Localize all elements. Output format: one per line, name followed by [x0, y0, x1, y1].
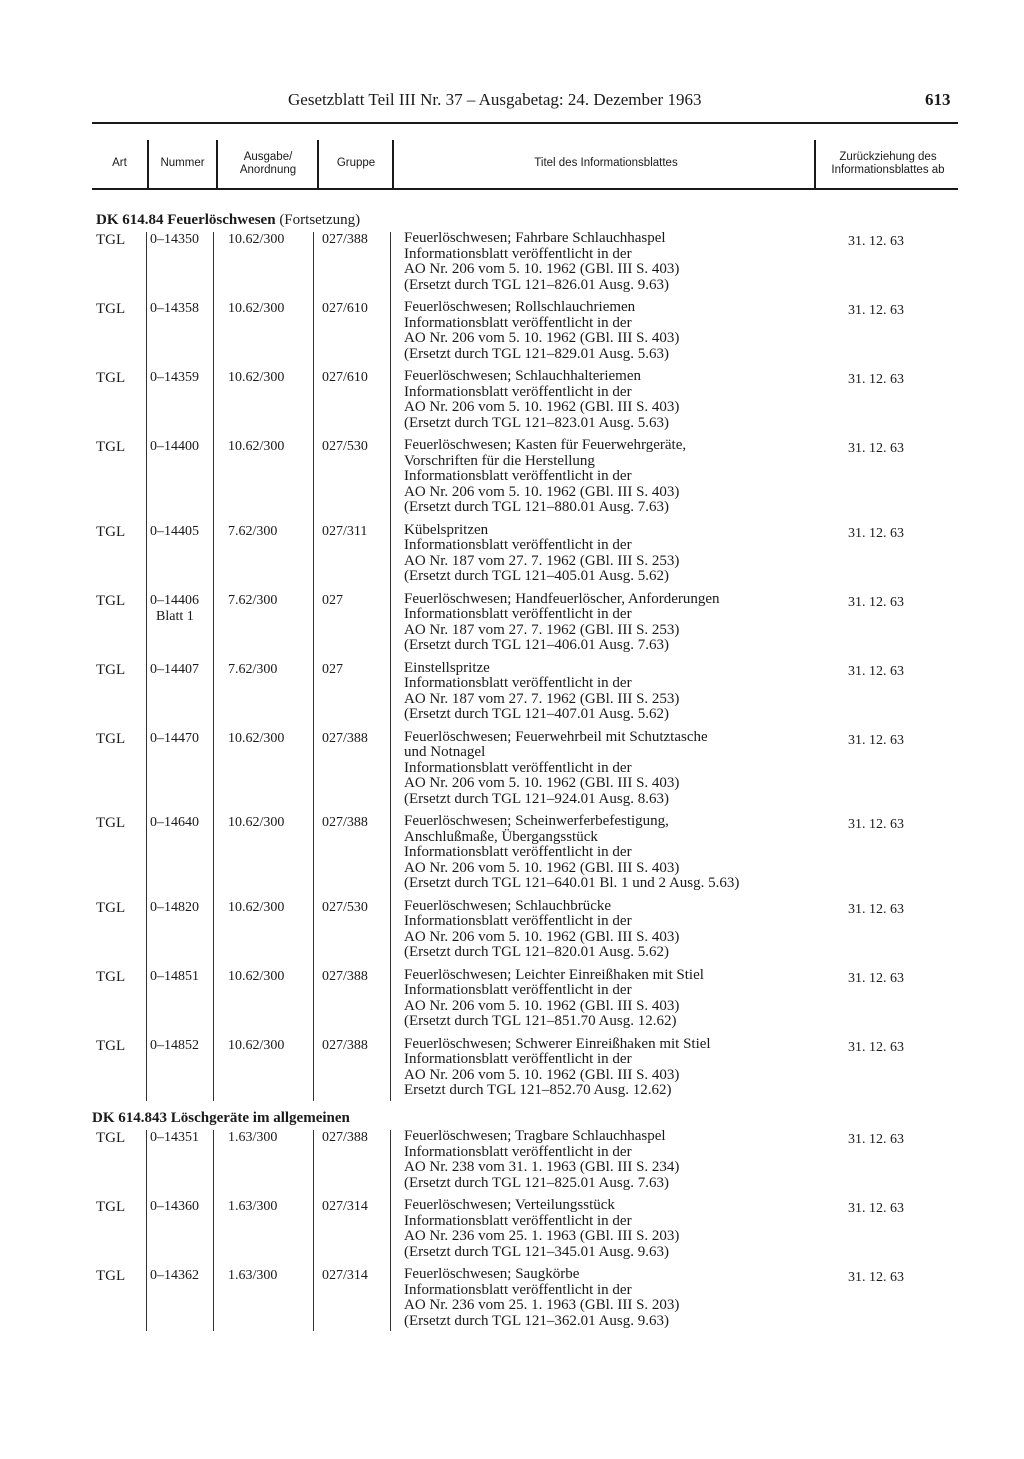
title-line: AO Nr. 206 vom 5. 10. 1962 (GBl. III S. 403) [404, 330, 680, 346]
column-separator [213, 232, 214, 1101]
title-cell [404, 369, 679, 431]
gruppe-cell: 027/388 [322, 815, 368, 830]
ausgabe-cell: 10.62/300 [228, 899, 285, 915]
title-line: Einstellspritze [404, 659, 490, 676]
table-header-rule [92, 188, 958, 190]
nummer-value: 0–14406 [150, 592, 199, 608]
gruppe-cell: 027/388 [322, 1037, 368, 1053]
ausgabe-cell: 1.63/300 [228, 1268, 278, 1283]
column-separator [146, 232, 147, 1101]
gruppe-cell: 027/388 [322, 1130, 368, 1145]
title-line: und Notnagel [404, 744, 486, 760]
title-cell [404, 300, 679, 362]
nummer-cell [150, 1038, 199, 1054]
art-cell: TGL [96, 1199, 126, 1215]
art-cell: TGL [96, 523, 126, 540]
col-gruppe-header: Gruppe [336, 157, 376, 170]
nummer-cell [150, 815, 199, 831]
title-line: Informationsblatt veröffentlicht in der [404, 245, 632, 262]
title-line: AO Nr. 206 vom 5. 10. 1962 (GBl. III S. 403) [404, 775, 680, 791]
col-ausgabe-header: Ausgabe/ Anordnung [239, 150, 297, 176]
gruppe-cell: 027/530 [322, 899, 368, 915]
nummer-cell [150, 731, 199, 747]
withdrawal-date: 31. 12. 63 [848, 1201, 904, 1216]
title-line: Informationsblatt veröffentlicht in der [404, 606, 632, 622]
title-line: Informationsblatt veröffentlicht in der [404, 537, 632, 553]
title-line: (Ersetzt durch TGL 121–826.01 Ausg. 9.63) [404, 276, 669, 293]
title-line: Feuerlöschwesen; Kasten für Feuerwehrgeräte, [404, 437, 687, 453]
header-separator [814, 140, 816, 188]
title-line: Feuerlöschwesen; Rollschlauchriemen [404, 299, 636, 315]
column-separator [313, 1130, 314, 1331]
title-cell [404, 231, 679, 293]
header-separator [392, 140, 394, 188]
nummer-sheet: Blatt 1 [156, 608, 194, 624]
title-cell [404, 968, 704, 1030]
gruppe-cell: 027/388 [322, 730, 368, 746]
title-line: AO Nr. 206 vom 5. 10. 1962 (GBl. III S. 403) [404, 997, 680, 1014]
title-line: Informationsblatt veröffentlicht in der [404, 675, 632, 691]
nummer-value: 0–14407 [150, 661, 199, 677]
art-cell: TGL [96, 1037, 126, 1054]
art-cell: TGL [96, 439, 126, 455]
title-cell [404, 592, 720, 654]
art-cell: TGL [96, 661, 126, 678]
withdrawal-date: 31. 12. 63 [848, 441, 904, 456]
section-title-main: DK 614.843 Löschgeräte im allgemeinen [92, 1110, 350, 1126]
ausgabe-cell: 7.62/300 [228, 523, 278, 539]
title-cell [404, 814, 739, 892]
withdrawal-date: 31. 12. 63 [848, 901, 904, 917]
gruppe-cell: 027/610 [322, 301, 368, 316]
title-line: Vorschriften für die Herstellung [404, 452, 595, 469]
ausgabe-cell: 10.62/300 [228, 815, 285, 830]
nummer-cell [150, 662, 199, 678]
title-line: Informationsblatt veröffentlicht in der [404, 1143, 632, 1160]
nummer-value: 0–14359 [150, 370, 199, 385]
title-line: Informationsblatt veröffentlicht in der [404, 1212, 632, 1229]
title-line: Informationsblatt veröffentlicht in der [404, 314, 632, 331]
table-row [0, 897, 1024, 962]
table-row [0, 590, 1024, 655]
table-row [0, 1035, 1024, 1100]
withdrawal-date: 31. 12. 63 [848, 303, 904, 318]
table-row [0, 659, 1024, 724]
title-line: (Ersetzt durch TGL 121–851.70 Ausg. 12.62) [404, 1013, 677, 1029]
withdrawal-date: 31. 12. 63 [848, 732, 904, 748]
title-line: Informationsblatt veröffentlicht in der [404, 383, 632, 400]
title-line: Feuerlöschwesen; Scheinwerferbefestigung, [404, 813, 669, 829]
title-line: Informationsblatt veröffentlicht in der [404, 759, 632, 776]
title-line: Informationsblatt veröffentlicht in der [404, 982, 632, 998]
art-cell: TGL [96, 968, 126, 985]
title-line: (Ersetzt durch TGL 121–825.01 Ausg. 7.63) [404, 1174, 669, 1191]
col-nummer-header: Nummer [160, 157, 205, 170]
col-art-header: Art [112, 157, 127, 170]
nummer-cell [150, 1268, 199, 1284]
title-line: Feuerlöschwesen; Schwerer Einreißhaken mit Stiel [404, 1035, 711, 1052]
ausgabe-cell: 10.62/300 [228, 1037, 285, 1053]
title-line: AO Nr. 206 vom 5. 10. 1962 (GBl. III S. 403) [404, 261, 680, 277]
header-separator [317, 140, 319, 188]
title-line: (Ersetzt durch TGL 121–640.01 Bl. 1 und 2 Ausg. 5.63) [404, 875, 740, 891]
title-line: (Ersetzt durch TGL 121–362.01 Ausg. 9.63) [404, 1312, 669, 1329]
nummer-value: 0–14640 [150, 815, 199, 830]
gruppe-cell: 027/388 [322, 232, 368, 247]
title-cell [404, 438, 686, 516]
gruppe-cell: 027/314 [322, 1268, 368, 1283]
page-header [0, 90, 1024, 116]
title-cell [404, 661, 679, 723]
title-line: (Ersetzt durch TGL 121–405.01 Ausg. 5.62) [404, 568, 669, 584]
title-cell [404, 1198, 679, 1260]
title-line: Informationsblatt veröffentlicht in der [404, 1051, 632, 1067]
ausgabe-cell: 1.63/300 [228, 1199, 278, 1214]
title-line: Informationsblatt veröffentlicht in der [404, 1281, 632, 1298]
table-header [92, 140, 958, 190]
title-line: Feuerlöschwesen; Fahrbare Schlauchhaspel [404, 230, 666, 246]
title-line: Informationsblatt veröffentlicht in der [404, 913, 632, 929]
title-line: (Ersetzt durch TGL 121–823.01 Ausg. 5.63) [404, 414, 669, 431]
page-number: 613 [925, 90, 951, 109]
withdrawal-date: 31. 12. 63 [848, 234, 904, 249]
title-cell [404, 1129, 679, 1191]
gruppe-cell: 027/610 [322, 370, 368, 385]
ausgabe-cell: 10.62/300 [228, 968, 285, 984]
title-line: AO Nr. 206 vom 5. 10. 1962 (GBl. III S. 403) [404, 399, 680, 415]
nummer-value: 0–14470 [150, 730, 199, 746]
nummer-cell [150, 1130, 199, 1146]
nummer-cell [150, 593, 199, 625]
title-cell [404, 1037, 711, 1099]
title-line: (Ersetzt durch TGL 121–829.01 Ausg. 5.63) [404, 345, 669, 362]
title-line: (Ersetzt durch TGL 121–924.01 Ausg. 8.63) [404, 790, 669, 807]
nummer-value: 0–14852 [150, 1037, 199, 1053]
section-title-suffix: (Fortsetzung) [279, 212, 361, 228]
withdrawal-date: 31. 12. 63 [848, 817, 904, 832]
gruppe-cell: 027 [322, 592, 343, 608]
title-line: AO Nr. 238 vom 31. 1. 1963 (GBl. III S. 234) [404, 1159, 680, 1175]
title-cell [404, 1267, 679, 1329]
title-line: Feuerlöschwesen; Schlauchbrücke [404, 897, 612, 914]
withdrawal-date: 31. 12. 63 [848, 594, 904, 610]
nummer-cell [150, 524, 199, 540]
nummer-value: 0–14360 [150, 1199, 199, 1214]
art-cell: TGL [96, 1130, 126, 1146]
section-title [92, 1110, 350, 1127]
nummer-value: 0–14350 [150, 232, 199, 247]
title-line: AO Nr. 187 vom 27. 7. 1962 (GBl. III S. 253) [404, 552, 680, 569]
title-line: Feuerlöschwesen; Feuerwehrbeil mit Schutztasche [404, 728, 708, 745]
art-cell: TGL [96, 592, 126, 609]
withdrawal-date: 31. 12. 63 [848, 663, 904, 679]
nummer-value: 0–14405 [150, 523, 199, 539]
title-line: AO Nr. 236 vom 25. 1. 1963 (GBl. III S. 203) [404, 1228, 680, 1244]
table-row [0, 728, 1024, 809]
nummer-value: 0–14400 [150, 439, 199, 454]
withdrawal-date: 31. 12. 63 [848, 525, 904, 541]
column-separator [313, 232, 314, 1101]
title-line: Feuerlöschwesen; Schlauchhalteriemen [404, 368, 641, 384]
withdrawal-date: 31. 12. 63 [848, 1039, 904, 1055]
art-cell: TGL [96, 730, 126, 747]
nummer-cell [150, 900, 199, 916]
section-title [96, 212, 360, 229]
withdrawal-date: 31. 12. 63 [848, 970, 904, 986]
art-cell: TGL [96, 301, 126, 317]
column-separator [390, 232, 391, 1101]
art-cell: TGL [96, 815, 126, 831]
ausgabe-cell: 7.62/300 [228, 661, 278, 677]
title-cell [404, 899, 679, 961]
title-cell [404, 730, 708, 808]
header-separator [216, 140, 218, 188]
title-line: AO Nr. 206 vom 5. 10. 1962 (GBl. III S. 403) [404, 928, 680, 945]
gruppe-cell: 027/530 [322, 439, 368, 454]
table-row [0, 521, 1024, 586]
gruppe-cell: 027/311 [322, 523, 368, 539]
title-line: Feuerlöschwesen; Saugkörbe [404, 1266, 580, 1282]
nummer-cell [150, 439, 199, 455]
nummer-value: 0–14358 [150, 301, 199, 316]
column-separator [390, 1130, 391, 1331]
column-separator [213, 1130, 214, 1331]
nummer-value: 0–14351 [150, 1130, 199, 1145]
ausgabe-cell: 10.62/300 [228, 301, 285, 316]
nummer-cell [150, 301, 199, 317]
title-line: AO Nr. 187 vom 27. 7. 1962 (GBl. III S. 253) [404, 690, 680, 707]
table-row [0, 1130, 1024, 1192]
col-zurueck-header: Zurückziehung des Informationsblattes ab [831, 150, 945, 176]
title-line: Feuerlöschwesen; Tragbare Schlauchhaspel [404, 1128, 666, 1144]
title-line: (Ersetzt durch TGL 121–880.01 Ausg. 7.63) [404, 499, 669, 515]
withdrawal-date: 31. 12. 63 [848, 372, 904, 387]
table-row [0, 301, 1024, 363]
title-line: Informationsblatt veröffentlicht in der [404, 468, 632, 484]
title-line: Kübelspritzen [404, 521, 489, 538]
table-row [0, 1268, 1024, 1330]
title-line: AO Nr. 206 vom 5. 10. 1962 (GBl. III S. 403) [404, 1066, 680, 1083]
ausgabe-cell: 7.62/300 [228, 592, 278, 608]
title-line: (Ersetzt durch TGL 121–345.01 Ausg. 9.63) [404, 1243, 669, 1260]
gruppe-cell: 027 [322, 661, 343, 677]
art-cell: TGL [96, 232, 126, 248]
ausgabe-cell: 10.62/300 [228, 370, 285, 385]
section-title-main: DK 614.84 Feuerlöschwesen [96, 212, 276, 228]
table-row [0, 815, 1024, 893]
nummer-value: 0–14362 [150, 1268, 199, 1283]
title-line: (Ersetzt durch TGL 121–406.01 Ausg. 7.63) [404, 637, 669, 653]
ausgabe-cell: 1.63/300 [228, 1130, 278, 1145]
title-line: Feuerlöschwesen; Verteilungsstück [404, 1197, 615, 1213]
art-cell: TGL [96, 899, 126, 916]
title-line: (Ersetzt durch TGL 121–407.01 Ausg. 5.62) [404, 706, 669, 722]
title-line: AO Nr. 236 vom 25. 1. 1963 (GBl. III S. 203) [404, 1297, 680, 1313]
column-separator [146, 1130, 147, 1331]
title-line: Feuerlöschwesen; Handfeuerlöscher, Anforderungen [404, 590, 720, 607]
ausgabe-cell: 10.62/300 [228, 232, 285, 247]
title-line: AO Nr. 187 vom 27. 7. 1962 (GBl. III S. 253) [404, 621, 680, 638]
table-row [0, 1199, 1024, 1261]
title-line: Anschlußmaße, Übergangsstück [404, 828, 598, 845]
title-cell [404, 523, 679, 585]
nummer-value: 0–14851 [150, 968, 199, 984]
ausgabe-cell: 10.62/300 [228, 439, 285, 454]
table-row [0, 232, 1024, 294]
withdrawal-date: 31. 12. 63 [848, 1270, 904, 1285]
title-line: (Ersetzt durch TGL 121–820.01 Ausg. 5.62) [404, 944, 669, 960]
title-line: Ersetzt durch TGL 121–852.70 Ausg. 12.62) [404, 1082, 672, 1098]
table-row [0, 370, 1024, 432]
table-row [0, 966, 1024, 1031]
title-line: Feuerlöschwesen; Leichter Einreißhaken mit Stiel [404, 966, 704, 983]
nummer-cell [150, 1199, 199, 1215]
title-line: Informationsblatt veröffentlicht in der [404, 844, 632, 860]
table-row [0, 439, 1024, 517]
title-line: AO Nr. 206 vom 5. 10. 1962 (GBl. III S. 403) [404, 483, 680, 500]
ausgabe-cell: 10.62/300 [228, 730, 285, 746]
header-rule [92, 122, 958, 124]
nummer-value: 0–14820 [150, 899, 199, 915]
withdrawal-date: 31. 12. 63 [848, 1132, 904, 1147]
gazette-title: Gesetzblatt Teil III Nr. 37 – Ausgabetag: 24. Dezember 1963 [288, 90, 702, 109]
col-titel-header: Titel des Informationsblattes [534, 157, 678, 170]
nummer-cell [150, 232, 199, 248]
title-line: AO Nr. 206 vom 5. 10. 1962 (GBl. III S. 403) [404, 859, 680, 876]
nummer-cell [150, 969, 199, 985]
gruppe-cell: 027/314 [322, 1199, 368, 1214]
gruppe-cell: 027/388 [322, 968, 368, 984]
nummer-cell [150, 370, 199, 386]
art-cell: TGL [96, 370, 126, 386]
art-cell: TGL [96, 1268, 126, 1284]
